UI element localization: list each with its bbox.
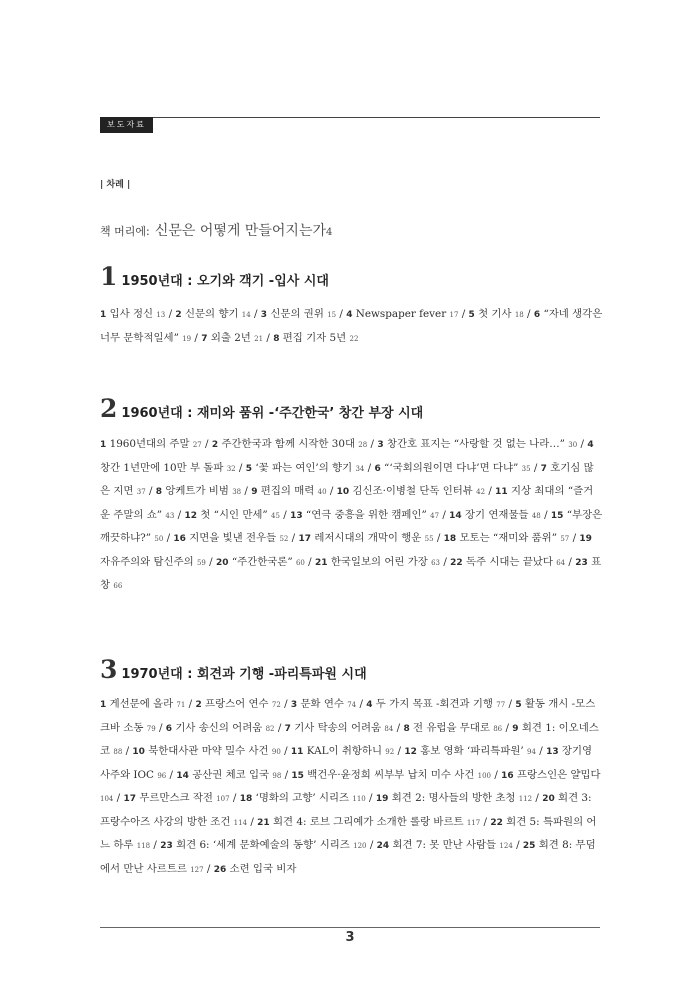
entry-page: 40 — [317, 488, 327, 496]
footer-rule — [100, 927, 600, 928]
entry-number: 14 — [449, 510, 462, 521]
entry-page: 32 — [226, 464, 236, 473]
chapter-3-heading[interactable] — [100, 655, 367, 684]
entry-page: 14 — [241, 311, 251, 319]
toc-entry[interactable] — [291, 745, 394, 757]
entry-title: 모토는 “재미와 품위” — [459, 532, 558, 544]
entry-page: 18 — [514, 311, 524, 319]
entry-number: 22 — [450, 557, 463, 568]
entry-title: 홍보 영화 ‘파리특파원’ — [420, 745, 524, 757]
entry-number: 19 — [375, 794, 389, 804]
toc-entry[interactable] — [216, 556, 305, 568]
entry-title: “연극 중흥을 위한 캠페인” — [305, 508, 427, 521]
entry-page: 13 — [156, 311, 166, 319]
chapter-number: 2 — [100, 394, 118, 423]
entry-title: 첫 기사 — [478, 308, 512, 320]
entry-title: 신문의 권위 — [270, 308, 324, 320]
entry-title: 기사 송신의 어려움 — [175, 721, 263, 734]
entry-number: 7 — [201, 333, 208, 344]
press-release-tag: 보도자료 — [100, 117, 153, 133]
entry-number: 6 — [374, 463, 381, 474]
chapter-title: 1950년대 : 오기와 객기 -입사 시대 — [121, 274, 329, 289]
entry-title: 자유주의와 탐신주의 — [100, 555, 194, 568]
entry-title: 지면을 빛낸 전우들 — [189, 532, 277, 544]
entry-page: 52 — [279, 535, 289, 543]
entry-page: 92 — [385, 748, 395, 756]
entry-number: 11 — [495, 487, 508, 497]
entry-title: 주간한국과 함께 시작한 30대 — [221, 438, 355, 450]
toc-entry[interactable] — [240, 792, 366, 804]
entry-page: 43 — [165, 511, 175, 520]
entry-page: 74 — [347, 701, 357, 709]
entry-title: KAL이 취항하니 — [306, 745, 382, 757]
entry-title: “주간한국론” — [231, 555, 293, 568]
entry-title: 회견 7: 못 만난 사람들 — [392, 839, 497, 851]
entry-page: 27 — [192, 441, 202, 449]
toc-entry[interactable] — [160, 839, 366, 851]
entry-number: 19 — [579, 534, 592, 544]
entry-title: 입사 정신 — [109, 308, 154, 320]
entry-number: 3 — [290, 700, 298, 710]
entry-title: 프랑스어 연수 — [205, 698, 269, 710]
entry-number: 17 — [298, 534, 312, 544]
entry-number: 26 — [213, 864, 227, 875]
entry-page: 57 — [560, 535, 570, 543]
chapter-title: 1970년대 : 회견과 기행 -파리특파원 시대 — [121, 667, 367, 682]
entry-number: 18 — [239, 794, 253, 804]
entry-title: 두 가지 목표 -회견과 기행 — [375, 698, 493, 710]
entry-title: 회견 2: 명사들의 방한 초청 — [391, 792, 516, 804]
entry-title: 앙케트가 비범 — [165, 485, 229, 497]
entry-page: 50 — [154, 535, 164, 543]
entry-title: “부장은 깨끗하냐?” — [100, 508, 603, 544]
entry-page: 86 — [493, 724, 503, 733]
toc-entry[interactable] — [100, 308, 165, 320]
toc-entry[interactable] — [257, 816, 480, 828]
entry-number: 3 — [260, 310, 268, 320]
toc-entry[interactable] — [450, 556, 565, 568]
entry-page: 19 — [182, 334, 192, 343]
entry-number: 10 — [336, 487, 350, 497]
toc-entry[interactable] — [201, 332, 263, 344]
entry-title: 회견 3: 프랑수아즈 사강의 방한 조건 — [100, 792, 592, 828]
entry-title: 호기심 많은 지면 — [100, 461, 594, 497]
entry-number: 17 — [123, 794, 137, 804]
toc-entry[interactable] — [261, 308, 336, 320]
entry-title: 프랑스인은 얄밉다 — [516, 768, 601, 781]
chapter-number: 1 — [100, 262, 118, 291]
chapter-1-heading[interactable] — [100, 262, 329, 291]
entry-page: 28 — [358, 441, 368, 449]
chapter-2-heading[interactable] — [100, 394, 423, 423]
entry-title: 독주 시대는 끝났다 — [465, 555, 553, 568]
entry-number: 8 — [273, 333, 280, 344]
entry-number: 10 — [132, 747, 145, 757]
toc-entry[interactable] — [291, 698, 356, 710]
toc-entry[interactable] — [449, 509, 541, 521]
toc-entry[interactable] — [123, 792, 229, 804]
entry-page: 72 — [271, 701, 281, 709]
entry-number: 1 — [100, 700, 107, 710]
entry-number: 9 — [251, 487, 258, 497]
entry-page: 104 — [100, 795, 114, 803]
chapter-number: 3 — [100, 655, 118, 684]
entry-number: 2 — [211, 440, 219, 450]
entry-page: 15 — [327, 311, 337, 319]
entry-number: 4 — [587, 440, 594, 450]
entry-page: 110 — [352, 795, 366, 803]
entry-page: 79 — [146, 724, 156, 733]
entry-page: 127 — [190, 865, 204, 874]
entry-page: 120 — [353, 842, 367, 850]
toc-entry[interactable] — [214, 863, 297, 875]
entry-page: 17 — [449, 311, 459, 319]
entry-title: 문화 연수 — [300, 698, 344, 710]
chapter-title: 1960년대 : 재미와 품위 -‘주간한국’ 창간 부장 시대 — [121, 406, 424, 421]
toc-entry[interactable] — [374, 462, 530, 474]
entry-page: 117 — [466, 818, 481, 827]
entry-page: 63 — [431, 558, 441, 567]
entry-title: 김신조·이병철 단독 인터뷰 — [352, 485, 473, 497]
entry-title: 회견 6: ‘세계 문화예술의 동향’ 시리즈 — [176, 839, 350, 851]
entry-page: 100 — [477, 771, 492, 780]
toc-entry[interactable] — [195, 698, 280, 710]
toc-entry[interactable] — [273, 332, 358, 344]
preface-entry[interactable] — [100, 220, 332, 240]
entry-page: 37 — [136, 488, 146, 496]
entry-number: 8 — [155, 487, 163, 497]
entry-page: 88 — [113, 748, 123, 756]
entry-number: 23 — [575, 557, 588, 568]
entry-page: 47 — [430, 511, 440, 520]
entry-page: 98 — [272, 771, 282, 780]
entry-number: 1 — [100, 440, 107, 450]
entry-page: 59 — [196, 558, 206, 567]
entry-page: 22 — [349, 334, 359, 343]
entry-number: 2 — [175, 310, 182, 320]
entry-title: 기사 탁송의 어려움 — [294, 721, 382, 734]
entry-number: 6 — [165, 723, 173, 734]
toc-entry[interactable] — [100, 438, 202, 450]
entry-page: 42 — [476, 488, 486, 496]
entry-page: 30 — [568, 441, 578, 449]
entry-title: 레저시대의 개막이 행운 — [314, 532, 422, 544]
toc-entry[interactable] — [315, 556, 440, 568]
entry-title: 무르만스크 작전 — [139, 792, 213, 804]
toc-entry[interactable] — [404, 745, 536, 757]
entry-page: 55 — [424, 535, 434, 543]
entry-title: 공산권 체코 입국 — [192, 768, 270, 781]
entry-title: 신문의 향기 — [184, 308, 239, 320]
toc-entry[interactable] — [346, 308, 458, 320]
toc-entry[interactable] — [251, 485, 326, 497]
entry-page: 84 — [384, 724, 394, 733]
entry-title: 편집의 매력 — [260, 485, 315, 497]
entry-page: 82 — [265, 724, 275, 733]
entry-page: 96 — [157, 771, 167, 780]
entry-page: 94 — [527, 748, 536, 756]
entry-title: 편집 기자 5년 — [282, 331, 347, 344]
entry-title: 북한대사관 마약 밀수 사건 — [148, 745, 269, 757]
entry-title: “자네 생각은 너무 문학적일세” — [100, 308, 603, 344]
toc-entry[interactable] — [298, 532, 433, 544]
entry-number: 25 — [522, 841, 536, 851]
toc-entry[interactable] — [290, 509, 439, 521]
toc-entry[interactable] — [175, 308, 250, 320]
entry-page: 38 — [232, 488, 242, 496]
entry-number: 1 — [100, 310, 107, 320]
entry-title: 회견 5: 특파원의 어느 하루 — [100, 815, 597, 851]
toc-entry[interactable] — [173, 532, 288, 544]
entry-title: 백건우·윤정희 씨부부 납치 미수 사건 — [307, 768, 475, 781]
entry-number: 3 — [377, 440, 384, 450]
entry-title: 지상 최대의 “즐거운 주말의 쇼” — [100, 485, 594, 521]
entry-page: 21 — [254, 334, 264, 343]
entry-number: 12 — [404, 747, 417, 757]
toc-entry[interactable] — [291, 769, 491, 781]
entry-number: 5 — [468, 310, 475, 320]
entry-page: 35 — [521, 464, 531, 473]
entry-number: 24 — [376, 841, 390, 851]
entry-number: 15 — [291, 770, 304, 781]
entry-title: “‘국회의원이면 다냐’면 다냐” — [384, 461, 519, 474]
entry-page: 124 — [499, 842, 513, 850]
toc-entry[interactable] — [132, 745, 280, 757]
entry-title: 창간 1년만에 10만 부 돌파 — [100, 461, 224, 474]
entry-title: Newspaper fever — [355, 308, 447, 320]
toc-entry[interactable] — [444, 532, 570, 544]
chapter-3-entries: 1 게선문에 올라 71 / 2 프랑스어 연수 72 / 3 문화 연수 74 / 4 두 가지 목표 -회견과 기행 77 / 5 활동 개시 -모스크바 소동 79 / 6 기사 송신의 어려움 82 / 7 기사 탁송의 어려움 84 / 8 전 유럽을 무대로 86 / 9 회견 1: 이오네스코 88 / 10 북한대사관 마약 밀수 사건 90 / 11 KAL이 취항하니 92 / 12 홍보 영화 ‘파리특파원’ 94 / 13 장기영 사주와 IOC 96 / 14 공산권 체코 입국 98 / 15 백건우·윤정희 씨부부 납치 미수 사건 100 / 16 프랑스인은 얄밉다 104 / 17 무르만스크 작전 107 / 18 ‘명화의 고향’ 시리즈 110 / 19 회견 2: 명사들의 방한 초청 112 / 20 회견 3: 프랑수아즈 사강의 방한 조건 114 / 21 회견 4: 로브 그리예가 소개한 롤랑 바르트 117 / 22 회견 5: 특파원의 어느 하루 118 / 23 회견 6: ‘세계 문화예술의 동향’ 시리즈 120 / 24 회견 7: 못 만난 사람들 124 / 25 회견 8: 무덤에서 만난 사르트르 127 / 26 소련 입국 비자 — [100, 698, 601, 875]
entry-number: 13 — [290, 510, 303, 521]
entry-title: 활동 개시 -모스크바 소동 — [100, 698, 596, 734]
toc-entry[interactable] — [100, 698, 185, 710]
entry-number: 7 — [284, 723, 291, 734]
entry-title: 회견 4: 로브 그리예가 소개한 롤랑 바르트 — [273, 815, 464, 828]
entry-title: 소련 입국 비자 — [229, 862, 297, 875]
entry-title: ‘꽃 파는 여인’의 향기 — [255, 461, 353, 474]
entry-number: 14 — [176, 770, 189, 781]
toc-entry[interactable] — [212, 438, 367, 450]
entry-number: 20 — [215, 557, 229, 568]
toc-heading: | 차례 | — [100, 180, 131, 190]
toc-entry[interactable] — [156, 485, 241, 497]
page-number: 3 — [345, 930, 355, 945]
entry-number: 18 — [443, 534, 457, 544]
entry-number: 23 — [160, 841, 173, 851]
entry-number: 5 — [515, 700, 522, 710]
toc-entry[interactable] — [377, 839, 513, 851]
entry-title: 외출 2년 — [210, 331, 251, 344]
entry-title: 표창 — [100, 555, 602, 591]
entry-number: 20 — [542, 794, 555, 804]
entry-page: 112 — [518, 795, 533, 803]
entry-title: 한국일보의 어린 가장 — [330, 555, 428, 568]
toc-entry[interactable] — [285, 722, 394, 734]
entry-page: 66 — [113, 582, 123, 590]
toc-entry[interactable] — [166, 722, 275, 734]
entry-number: 21 — [314, 557, 328, 568]
entry-number: 4 — [366, 700, 373, 710]
toc-entry[interactable] — [469, 308, 524, 320]
entry-number: 7 — [540, 463, 547, 474]
entry-page: 107 — [216, 795, 230, 803]
preface-title: 신문은 어떻게 만들어지는가 — [154, 223, 327, 239]
entry-number: 11 — [290, 747, 304, 757]
toc-entry[interactable] — [246, 462, 365, 474]
toc-entry[interactable] — [337, 485, 485, 497]
entry-title: 장기영 사주와 IOC — [100, 745, 593, 781]
entry-number: 22 — [490, 817, 503, 828]
entry-number: 16 — [173, 534, 186, 544]
toc-entry[interactable] — [403, 722, 502, 734]
entry-title: 회견 1: 이오네스코 — [100, 721, 599, 757]
entry-page: 71 — [176, 701, 186, 709]
entry-number: 21 — [257, 817, 270, 828]
toc-entry[interactable] — [376, 792, 532, 804]
entry-number: 2 — [195, 700, 202, 710]
entry-title: ‘명화의 고향’ 시리즈 — [255, 792, 350, 804]
entry-page: 34 — [355, 464, 365, 473]
entry-title: 회견 8: 무덤에서 만난 사르트르 — [100, 839, 596, 875]
entry-page: 90 — [271, 748, 281, 756]
entry-page: 114 — [233, 818, 248, 827]
entry-number: 9 — [512, 723, 519, 734]
entry-page: 77 — [496, 701, 506, 709]
entry-number: 5 — [245, 463, 252, 474]
header-rule — [100, 117, 600, 118]
entry-page: 45 — [271, 511, 280, 520]
chapter-1-entries: 1 입사 정신 13 / 2 신문의 향기 14 / 3 신문의 권위 15 / 4 Newspaper fever 17 / 5 첫 기사 18 / 6 “자네 생각은 너무 문학적일세” 19 / 7 외출 2년 21 / 8 편집 기자 5년 22 — [100, 308, 603, 344]
entry-number: 6 — [533, 310, 541, 320]
entry-number: 15 — [550, 510, 564, 521]
entry-title: 창간호 표지는 “사랑할 것 없는 나라…” — [386, 438, 565, 450]
entry-page: 64 — [556, 558, 566, 567]
entry-number: 12 — [184, 510, 197, 521]
entry-page: 60 — [295, 558, 305, 567]
toc-entry[interactable] — [184, 509, 280, 521]
entry-title: 전 유럽을 무대로 — [413, 721, 490, 734]
chapter-2-entries: 1 1960년대의 주말 27 / 2 주간한국과 함께 시작한 30대 28 / 3 창간호 표지는 “사랑할 것 없는 나라…” 30 / 4 창간 1년만에 10만 부 돌파 32 / 5 ‘꽃 파는 여인’의 향기 34 / 6 “‘국회의원이면 다냐’면 다냐” 35 / 7 호기심 많은 지면 37 / 8 앙케트가 비범 38 / 9 편집의 매력 40 / 10 김신조·이병철 단독 인터뷰 42 / 11 지상 최대의 “즐거운 주말의 쇼” 43 / 12 첫 “시인 만세” 45 / 13 “연극 중흥을 위한 캠페인” 47 / 14 장기 연재물들 48 / 15 “부장은 깨끗하냐?” 50 / 16 지면을 빛낸 전우들 52 / 17 레저시대의 개막이 행운 55 / 18 모토는 “재미와 품위” 57 / 19 자유주의와 탐신주의 59 / 20 “주간한국론” 60 / 21 한국일보의 어린 가장 63 / 22 독주 시대는 끝났다 64 / 23 표창 66 — [100, 438, 603, 591]
entry-page: 48 — [531, 511, 541, 520]
toc-entry[interactable] — [366, 698, 505, 710]
entry-page: 118 — [136, 842, 151, 850]
toc-entry[interactable] — [377, 438, 577, 450]
entry-number: 8 — [403, 723, 410, 734]
entry-title: 1960년대의 주말 — [109, 438, 190, 450]
entry-title: 게선문에 올라 — [109, 698, 174, 710]
entry-number: 4 — [346, 310, 353, 320]
entry-number: 16 — [501, 770, 514, 781]
entry-number: 13 — [546, 747, 559, 757]
preface-page: 4 — [326, 227, 333, 238]
toc-entry[interactable] — [176, 769, 281, 781]
entry-title: 첫 “시인 만세” — [200, 508, 268, 521]
preface-label: 책 머리에: — [100, 225, 150, 238]
entry-title: 장기 연재물들 — [465, 508, 529, 521]
